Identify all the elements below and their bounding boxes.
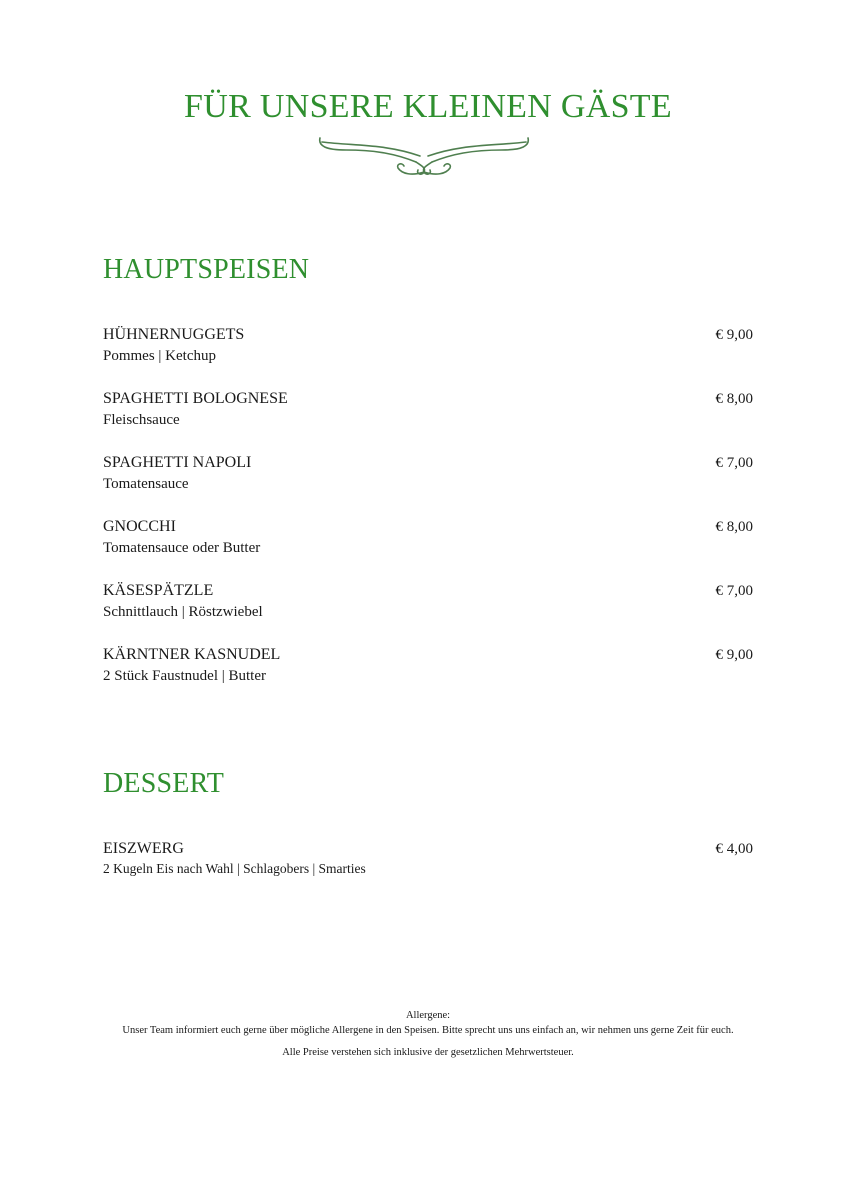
item-description: Tomatensauce	[103, 476, 189, 492]
item-description: Tomatensauce oder Butter	[103, 540, 261, 556]
item-name: KÄSESPÄTZLE	[103, 582, 214, 599]
menu-item	[103, 325, 753, 389]
allergen-note: Unser Team informiert euch gerne über mögliche Allergene in den Speisen. Bitte sprecht uns uns einfach an, wir nehmen uns gerne Zeit für euch.	[122, 1025, 734, 1036]
item-name: HÜHNERNUGGETS	[103, 326, 245, 343]
item-description: Pommes | Ketchup	[103, 348, 216, 364]
item-description: 2 Kugeln Eis nach Wahl | Schlagobers | Smarties	[103, 861, 366, 876]
menu-item	[103, 839, 753, 903]
menu-item	[103, 453, 753, 517]
page-title: FÜR UNSERE KLEINEN GÄSTE	[184, 88, 672, 125]
item-description: Fleischsauce	[103, 412, 180, 428]
item-name: EISZWERG	[103, 840, 184, 857]
item-price: € 8,00	[715, 519, 753, 535]
menu-item	[103, 581, 753, 645]
dessert-list	[103, 839, 753, 903]
item-description: Schnittlauch | Röstzwiebel	[103, 604, 263, 620]
main-course-list	[103, 325, 753, 709]
item-price: € 8,00	[715, 391, 753, 407]
section-title-dessert: DESSERT	[103, 768, 225, 799]
item-name: SPAGHETTI BOLOGNESE	[103, 390, 288, 407]
item-name: GNOCCHI	[103, 518, 176, 535]
item-price: € 7,00	[715, 583, 753, 599]
item-price: € 4,00	[715, 841, 753, 857]
vat-note: Alle Preise verstehen sich inklusive der gesetzlichen Mehrwertsteuer.	[282, 1047, 574, 1058]
item-description: 2 Stück Faustnudel | Butter	[103, 668, 266, 684]
item-price: € 7,00	[715, 455, 753, 471]
item-price: € 9,00	[715, 327, 753, 343]
item-name: SPAGHETTI NAPOLI	[103, 454, 252, 471]
menu-item	[103, 517, 753, 581]
menu-item	[103, 389, 753, 453]
footer	[0, 1008, 841, 1060]
section-title-hauptspeisen: HAUPTSPEISEN	[103, 254, 310, 285]
allergen-title: Allergene:	[405, 1010, 451, 1021]
flourish-divider-icon	[316, 132, 532, 180]
item-price: € 9,00	[715, 647, 753, 663]
item-name: KÄRNTNER KASNUDEL	[103, 646, 281, 663]
menu-item	[103, 645, 753, 709]
